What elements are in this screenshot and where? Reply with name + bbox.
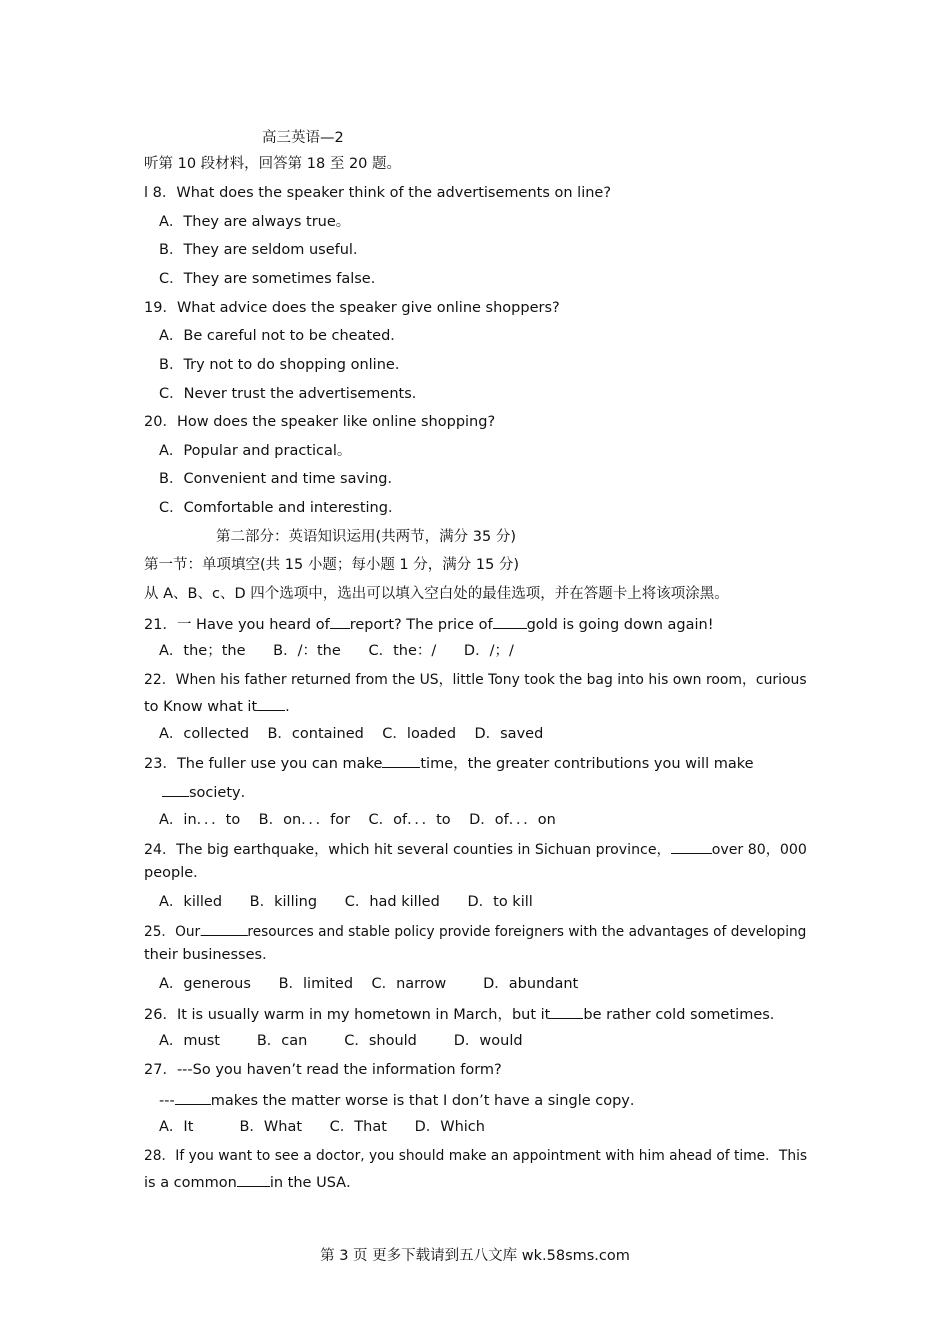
question-19-option-a: A．Be careful not to be cheated． <box>159 328 405 344</box>
question-19-option-c: C．Never trust the advertisements． <box>159 386 427 402</box>
section-1-instruction: 从 A、B、c、D 四个选项中，选出可以填入空白处的最佳选项，并在答题卡上将该项涂黑。 <box>144 586 729 602</box>
answer-blank <box>330 613 350 629</box>
question-23-text-3: society． <box>189 785 256 801</box>
question-22-line-2 <box>144 695 290 717</box>
question-20-option-b: B．Convenient and time saving． <box>159 471 402 487</box>
question-23-text-2: time，the greater contributions you will make <box>420 756 754 772</box>
page-footer: 第 3 页 更多下载请到五八文库 wk.58sms.com <box>320 1248 630 1264</box>
question-27-stem: 27．---So you haven’t read the information form? <box>144 1062 502 1078</box>
answer-blank <box>237 1171 270 1187</box>
question-24-line-1 <box>144 838 807 860</box>
question-20-stem: 20．How does the speaker like online shopping? <box>144 414 496 430</box>
page-title: 高三英语—2 <box>262 130 344 146</box>
question-19-option-b: B．Try not to do shopping online． <box>159 357 410 373</box>
question-24-text-2: over 80，000 <box>711 842 807 858</box>
answer-blank <box>382 752 420 768</box>
answer-blank <box>200 920 247 936</box>
question-18-option-b: B．They are seldom useful． <box>159 242 368 258</box>
question-25-text-1: 25．Our <box>144 924 201 940</box>
question-20-option-a: A．Popular and practical。 <box>159 443 352 459</box>
question-21-options: A．the；the B．/：the C．the：/ D．/；/ <box>159 643 514 659</box>
question-27-text-2: makes the matter worse is that I don’t have a single copy． <box>210 1093 645 1109</box>
question-28-line-2 <box>144 1171 361 1193</box>
question-18-stem: l 8．What does the speaker think of the advertisements on line? <box>144 185 612 201</box>
question-25-options: A．generous B．limited C．narrow D．abundant <box>159 976 579 992</box>
question-18-option-c: C．They are sometimes false． <box>159 271 386 287</box>
question-28-text-1: is a common <box>144 1175 237 1191</box>
question-21-text-1: 21．一 Have you heard of <box>144 617 330 633</box>
question-27-line-2 <box>159 1089 644 1111</box>
question-26-text-2: be rather cold sometimes． <box>583 1007 785 1023</box>
question-22-options: A．collected B．contained C．loaded D．saved <box>159 726 544 742</box>
section-1-title: 第一节：单项填空(共 15 小题；每小题 1 分，满分 15 分) <box>144 557 520 573</box>
question-25-text-2: resources and stable policy provide foreigners with the advantages of developing <box>247 924 807 940</box>
question-22-text: to Know what it <box>144 699 258 715</box>
question-19-stem: 19．What advice does the speaker give online shoppers? <box>144 300 560 316</box>
answer-blank <box>175 1089 211 1105</box>
question-23-line-2 <box>162 781 255 803</box>
question-24-options: A．killed B．killing C．had killed D．to kill <box>159 894 533 910</box>
question-22-line-1: 22．When his father returned from the US，little Tony took the bag into his own room，curious <box>144 672 807 688</box>
question-27-options: A．It B．What C．That D．Which <box>159 1119 485 1135</box>
question-23-line-1 <box>144 752 754 774</box>
answer-blank <box>671 838 712 854</box>
question-21-text-2: report? The price of <box>349 617 493 633</box>
question-20-option-c: C．Comfortable and interesting． <box>159 500 403 516</box>
question-21-stem <box>144 613 714 635</box>
listening-instruction: 听第 10 段材料，回答第 18 至 20 题。 <box>144 156 402 172</box>
question-24-text-1: 24．The big earthquake，which hit several counties in Sichuan province， <box>144 842 671 858</box>
question-27-text-1: --- <box>159 1093 175 1109</box>
question-23-options: A．in．．．to B．on．．．for C．of．．．to D．of．．．on <box>159 812 556 828</box>
answer-blank <box>493 613 527 629</box>
question-24-line-2: people． <box>144 865 208 881</box>
question-23-text-1: 23．The fuller use you can make <box>144 756 383 772</box>
question-25-line-1 <box>144 920 806 942</box>
answer-blank <box>550 1003 583 1019</box>
question-28-line-1: 28．If you want to see a doctor, you should make an appointment with him ahead of time．This <box>144 1148 808 1164</box>
question-18-option-a: A．They are always true。 <box>159 214 351 230</box>
question-26-stem <box>144 1003 784 1025</box>
question-22-end: . <box>285 699 290 715</box>
question-26-text-1: 26．It is usually warm in my hometown in March，but it <box>144 1007 551 1023</box>
question-25-line-2: their businesses． <box>144 947 277 963</box>
answer-blank <box>162 781 189 797</box>
answer-blank <box>257 695 285 711</box>
part-2-title: 第二部分：英语知识运用(共两节，满分 35 分) <box>216 529 516 545</box>
question-26-options: A．must B．can C．should D．would <box>159 1033 523 1049</box>
question-28-text-2: in the USA． <box>269 1175 361 1191</box>
question-21-text-3: gold is going down again! <box>526 617 714 633</box>
